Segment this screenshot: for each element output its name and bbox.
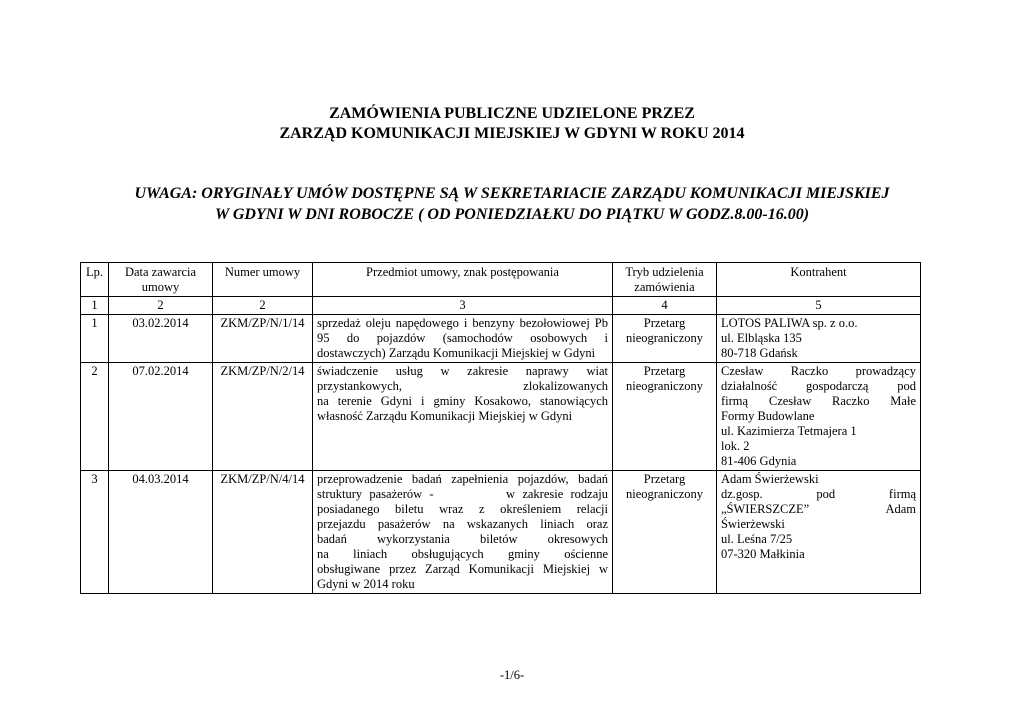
- row-date: 07.02.2014: [109, 363, 213, 471]
- column-number: 2: [109, 297, 213, 315]
- subject-line: własność Zarządu Komunikacji Miejskiej w Gdyni: [317, 409, 573, 423]
- column-number: 3: [313, 297, 613, 315]
- subject-line: na terenie Gdyni i gminy Kosakowo, stanowiących: [317, 394, 608, 408]
- subject-line: obsługiwane przez Zarząd Komunikacji Miejskiej w: [317, 562, 608, 576]
- row-contractor: [717, 315, 921, 363]
- header-contractor: Kontrahent: [717, 263, 921, 297]
- row-subject: sprzedaż oleju napędowego i benzyny bezołowiowej Pb 95 do pojazdów (samochodów osobowych i dostawczych) Zarządu Komunikacji Miejskiej w Gdyni: [313, 315, 613, 363]
- row-mode-line-1: Przetarg: [643, 364, 686, 378]
- header-number: Numer umowy: [213, 263, 313, 297]
- row-mode-line-2: nieograniczony: [625, 331, 704, 345]
- header-mode-line-1: Tryb udzielenia: [625, 265, 704, 279]
- document-title: [0, 104, 1024, 144]
- header-date-line-2: umowy: [141, 280, 180, 294]
- row-number: ZKM/ZP/N/1/14: [213, 315, 313, 363]
- subject-line: przeprowadzenie badań zapełnienia pojazdów, badań: [317, 472, 608, 486]
- notice-line-2: W GDYNI W DNI ROBOCZE ( OD PONIEDZIAŁKU DO PIĄTKU W GODZ.8.00-16.00): [214, 206, 810, 223]
- contractor-line: dz.gosp. pod firmą: [721, 487, 916, 501]
- header-date: [109, 263, 213, 297]
- row-mode: [613, 363, 717, 471]
- row-lp: 1: [81, 315, 109, 363]
- contractor-line: Czesław Raczko prowadzący: [721, 364, 916, 378]
- contractor-line: Formy Budowlane: [721, 409, 815, 423]
- row-mode-line-1: Przetarg: [643, 472, 686, 486]
- header-date-line-1: Data zawarcia: [124, 265, 197, 279]
- row-mode: [613, 471, 717, 594]
- column-number: 4: [613, 297, 717, 315]
- row-mode: [613, 315, 717, 363]
- table-row: [81, 471, 921, 594]
- subject-line: posiadanego biletu wraz z określeniem relacji: [317, 502, 608, 516]
- header-subject: Przedmiot umowy, znak postępowania: [313, 263, 613, 297]
- contractor-line: Adam Świerżewski: [721, 472, 819, 486]
- contractor-line: 81-406 Gdynia: [721, 454, 797, 468]
- header-lp: Lp.: [81, 263, 109, 297]
- contractor-line: ul. Elbląska 135: [721, 331, 802, 345]
- row-contractor: [717, 363, 921, 471]
- contractor-line: działalność gospodarczą pod: [721, 379, 916, 393]
- row-lp: 3: [81, 471, 109, 594]
- contractor-line: 07-320 Małkinia: [721, 547, 805, 561]
- row-mode-line-2: nieograniczony: [625, 487, 704, 501]
- subject-line: struktury pasażerów - w zakresie rodzaju: [317, 487, 608, 501]
- column-number: 1: [81, 297, 109, 315]
- contractor-line: lok. 2: [721, 439, 750, 453]
- row-subject: [313, 363, 613, 471]
- subject-line: badań wykorzystania biletów okresowych: [317, 532, 608, 546]
- row-number: ZKM/ZP/N/2/14: [213, 363, 313, 471]
- contractor-line: Świerżewski: [721, 517, 785, 531]
- header-mode: [613, 263, 717, 297]
- contractor-line: ul. Kazimierza Tetmajera 1: [721, 424, 857, 438]
- subject-line: przystankowych, zlokalizowanych: [317, 379, 608, 393]
- row-mode-line-2: nieograniczony: [625, 379, 704, 393]
- table-row: [81, 315, 921, 363]
- row-date: 04.03.2014: [109, 471, 213, 594]
- column-number-row: [81, 297, 921, 315]
- row-lp: 2: [81, 363, 109, 471]
- row-date: 03.02.2014: [109, 315, 213, 363]
- contractor-line: ul. Leśna 7/25: [721, 532, 793, 546]
- column-number: 2: [213, 297, 313, 315]
- contractor-line: 80-718 Gdańsk: [721, 346, 798, 360]
- contractor-line: LOTOS PALIWA sp. z o.o.: [721, 316, 858, 330]
- notice: [60, 183, 964, 225]
- title-line-2: ZARZĄD KOMUNIKACJI MIEJSKIEJ W GDYNI W ROKU 2014: [279, 125, 745, 142]
- column-number: 5: [717, 297, 921, 315]
- header-mode-line-2: zamówienia: [634, 280, 695, 294]
- subject-line: przejazdu pasażerów na wskazanych liniach oraz: [317, 517, 608, 531]
- row-subject: [313, 471, 613, 594]
- row-number: ZKM/ZP/N/4/14: [213, 471, 313, 594]
- subject-line: świadczenie usług w zakresie naprawy wiat: [317, 364, 608, 378]
- contractor-line: firmą Czesław Raczko Małe: [721, 394, 916, 408]
- contractor-line: „ŚWIERSZCZE” Adam: [721, 502, 916, 516]
- subject-line: Gdyni w 2014 roku: [317, 577, 415, 591]
- subject-line: na liniach obsługujących gminy ościenne: [317, 547, 608, 561]
- contracts-table: [80, 262, 921, 594]
- page-number: -1/6-: [499, 668, 525, 682]
- notice-line-1: UWAGA: ORYGINAŁY UMÓW DOSTĘPNE SĄ W SEKRETARIACIE ZARZĄDU KOMUNIKACJI MIEJSKIEJ: [134, 185, 890, 202]
- row-mode-line-1: Przetarg: [643, 316, 686, 330]
- header-row: [81, 263, 921, 297]
- title-line-1: ZAMÓWIENIA PUBLICZNE UDZIELONE PRZEZ: [329, 105, 695, 122]
- table-row: [81, 363, 921, 471]
- row-contractor: [717, 471, 921, 594]
